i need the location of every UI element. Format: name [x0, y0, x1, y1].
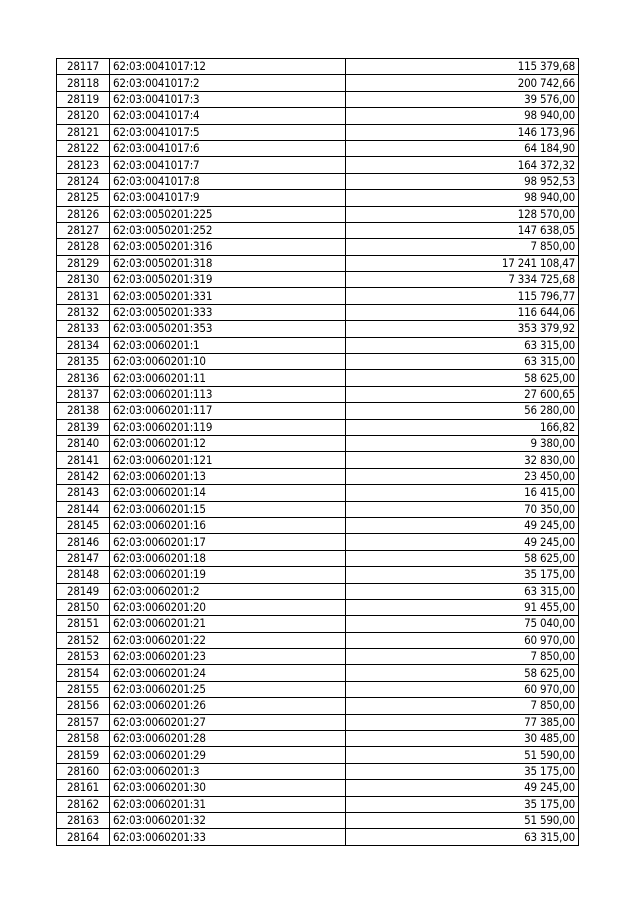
cadastral-value-cell: 63 315,00	[346, 583, 579, 599]
cadastral-number-cell: 62:03:0050201:318	[110, 255, 346, 271]
cadastral-number-cell: 62:03:0060201:11	[110, 370, 346, 386]
table-row	[57, 140, 579, 156]
cadastral-value-cell: 23 450,00	[346, 468, 579, 484]
cadastral-number-cell: 62:03:0060201:25	[110, 681, 346, 697]
cadastral-value-cell: 35 175,00	[346, 763, 579, 779]
table-row	[57, 681, 579, 697]
cadastral-value-cell: 7 850,00	[346, 239, 579, 255]
cadastral-value-cell: 146 173,96	[346, 124, 579, 140]
cadastral-value-cell: 128 570,00	[346, 206, 579, 222]
table-row	[57, 567, 579, 583]
cadastral-value-cell: 116 644,06	[346, 304, 579, 320]
cadastral-number-cell: 62:03:0060201:33	[110, 829, 346, 845]
cadastral-value-cell: 35 175,00	[346, 567, 579, 583]
cadastral-value-cell: 51 590,00	[346, 812, 579, 828]
cadastral-value-cell: 115 796,77	[346, 288, 579, 304]
table-row	[57, 665, 579, 681]
cadastral-number-cell: 62:03:0060201:29	[110, 747, 346, 763]
row-number-cell: 28133	[57, 321, 110, 337]
cadastral-number-cell: 62:03:0060201:28	[110, 731, 346, 747]
table-row	[57, 304, 579, 320]
row-number-cell: 28143	[57, 485, 110, 501]
row-number-cell: 28154	[57, 665, 110, 681]
cadastral-value-cell: 7 334 725,68	[346, 272, 579, 288]
cadastral-number-cell: 62:03:0060201:32	[110, 812, 346, 828]
cadastral-value-cell: 77 385,00	[346, 714, 579, 730]
table-row	[57, 632, 579, 648]
cadastral-number-cell: 62:03:0041017:7	[110, 157, 346, 173]
cadastral-value-cell: 63 315,00	[346, 354, 579, 370]
row-number-cell: 28146	[57, 534, 110, 550]
row-number-cell: 28122	[57, 140, 110, 156]
cadastral-value-cell: 164 372,32	[346, 157, 579, 173]
cadastral-value-cell: 353 379,92	[346, 321, 579, 337]
table-row	[57, 534, 579, 550]
row-number-cell: 28157	[57, 714, 110, 730]
cadastral-number-cell: 62:03:0041017:9	[110, 190, 346, 206]
table-row	[57, 370, 579, 386]
row-number-cell: 28127	[57, 222, 110, 238]
table-row	[57, 255, 579, 271]
cadastral-number-cell: 62:03:0050201:353	[110, 321, 346, 337]
row-number-cell: 28155	[57, 681, 110, 697]
cadastral-value-cell: 58 625,00	[346, 370, 579, 386]
cadastral-number-cell: 62:03:0060201:26	[110, 698, 346, 714]
cadastral-number-cell: 62:03:0060201:17	[110, 534, 346, 550]
cadastral-number-cell: 62:03:0060201:121	[110, 452, 346, 468]
table-row	[57, 763, 579, 779]
cadastral-number-cell: 62:03:0050201:319	[110, 272, 346, 288]
table-row	[57, 386, 579, 402]
row-number-cell: 28153	[57, 649, 110, 665]
table-row	[57, 75, 579, 91]
cadastral-number-cell: 62:03:0060201:21	[110, 616, 346, 632]
cadastral-number-cell: 62:03:0060201:13	[110, 468, 346, 484]
cadastral-number-cell: 62:03:0041017:5	[110, 124, 346, 140]
cadastral-value-cell: 75 040,00	[346, 616, 579, 632]
row-number-cell: 28142	[57, 468, 110, 484]
cadastral-number-cell: 62:03:0060201:12	[110, 435, 346, 451]
table-row	[57, 812, 579, 828]
table-row	[57, 501, 579, 517]
cadastral-number-cell: 62:03:0060201:2	[110, 583, 346, 599]
row-number-cell: 28144	[57, 501, 110, 517]
table-row	[57, 550, 579, 566]
cadastral-value-cell: 98 940,00	[346, 108, 579, 124]
table-row	[57, 452, 579, 468]
row-number-cell: 28147	[57, 550, 110, 566]
row-number-cell: 28124	[57, 173, 110, 189]
row-number-cell: 28129	[57, 255, 110, 271]
table-row	[57, 272, 579, 288]
cadastral-value-cell: 58 625,00	[346, 665, 579, 681]
row-number-cell: 28149	[57, 583, 110, 599]
table-row	[57, 321, 579, 337]
cadastral-value-cell: 98 952,53	[346, 173, 579, 189]
row-number-cell: 28148	[57, 567, 110, 583]
cadastral-value-cell: 32 830,00	[346, 452, 579, 468]
cadastral-value-cell: 16 415,00	[346, 485, 579, 501]
cadastral-number-cell: 62:03:0060201:117	[110, 403, 346, 419]
cadastral-number-cell: 62:03:0050201:225	[110, 206, 346, 222]
table-row	[57, 337, 579, 353]
row-number-cell: 28164	[57, 829, 110, 845]
table-row	[57, 616, 579, 632]
cadastral-number-cell: 62:03:0050201:331	[110, 288, 346, 304]
cadastral-value-cell: 147 638,05	[346, 222, 579, 238]
cadastral-value-cell: 35 175,00	[346, 796, 579, 812]
table-row	[57, 599, 579, 615]
table-row	[57, 288, 579, 304]
cadastral-number-cell: 62:03:0060201:119	[110, 419, 346, 435]
table-row	[57, 222, 579, 238]
table-row	[57, 468, 579, 484]
cadastral-number-cell: 62:03:0060201:16	[110, 517, 346, 533]
cadastral-number-cell: 62:03:0060201:18	[110, 550, 346, 566]
cadastral-value-cell: 115 379,68	[346, 59, 579, 75]
cadastral-number-cell: 62:03:0041017:8	[110, 173, 346, 189]
cadastral-value-cell: 49 245,00	[346, 534, 579, 550]
cadastral-value-cell: 63 315,00	[346, 337, 579, 353]
row-number-cell: 28134	[57, 337, 110, 353]
cadastral-number-cell: 62:03:0050201:316	[110, 239, 346, 255]
cadastral-value-cell: 166,82	[346, 419, 579, 435]
cadastral-value-cell: 49 245,00	[346, 780, 579, 796]
cadastral-number-cell: 62:03:0060201:15	[110, 501, 346, 517]
table-row	[57, 698, 579, 714]
cadastral-value-cell: 64 184,90	[346, 140, 579, 156]
table-row	[57, 419, 579, 435]
table-row	[57, 485, 579, 501]
table-row	[57, 829, 579, 845]
table-row	[57, 747, 579, 763]
cadastral-value-cell: 60 970,00	[346, 632, 579, 648]
row-number-cell: 28131	[57, 288, 110, 304]
table-row	[57, 190, 579, 206]
table-row	[57, 354, 579, 370]
row-number-cell: 28145	[57, 517, 110, 533]
cadastral-value-cell: 27 600,65	[346, 386, 579, 402]
table-row	[57, 780, 579, 796]
cadastral-number-cell: 62:03:0060201:19	[110, 567, 346, 583]
table-row	[57, 91, 579, 107]
table-row	[57, 714, 579, 730]
cadastral-number-cell: 62:03:0041017:6	[110, 140, 346, 156]
row-number-cell: 28151	[57, 616, 110, 632]
cadastral-number-cell: 62:03:0060201:3	[110, 763, 346, 779]
table-row	[57, 435, 579, 451]
cadastral-number-cell: 62:03:0060201:14	[110, 485, 346, 501]
table-row	[57, 517, 579, 533]
table-row	[57, 731, 579, 747]
cadastral-number-cell: 62:03:0060201:10	[110, 354, 346, 370]
cadastral-value-cell: 7 850,00	[346, 649, 579, 665]
row-number-cell: 28162	[57, 796, 110, 812]
cadastral-value-cell: 17 241 108,47	[346, 255, 579, 271]
table-row	[57, 206, 579, 222]
table-body	[57, 59, 579, 846]
cadastral-value-cell: 58 625,00	[346, 550, 579, 566]
cadastral-value-cell: 49 245,00	[346, 517, 579, 533]
table-row	[57, 59, 579, 75]
table-row	[57, 796, 579, 812]
row-number-cell: 28125	[57, 190, 110, 206]
cadastral-value-cell: 98 940,00	[346, 190, 579, 206]
row-number-cell: 28140	[57, 435, 110, 451]
cadastral-number-cell: 62:03:0041017:12	[110, 59, 346, 75]
cadastral-value-cell: 9 380,00	[346, 435, 579, 451]
row-number-cell: 28141	[57, 452, 110, 468]
row-number-cell: 28118	[57, 75, 110, 91]
cadastral-number-cell: 62:03:0050201:333	[110, 304, 346, 320]
cadastral-value-cell: 91 455,00	[346, 599, 579, 615]
cadastral-number-cell: 62:03:0041017:4	[110, 108, 346, 124]
cadastral-value-cell: 60 970,00	[346, 681, 579, 697]
cadastral-value-cell: 39 576,00	[346, 91, 579, 107]
row-number-cell: 28161	[57, 780, 110, 796]
cadastral-number-cell: 62:03:0060201:31	[110, 796, 346, 812]
cadastral-number-cell: 62:03:0060201:24	[110, 665, 346, 681]
row-number-cell: 28119	[57, 91, 110, 107]
cadastral-number-cell: 62:03:0060201:20	[110, 599, 346, 615]
cadastral-value-cell: 63 315,00	[346, 829, 579, 845]
table-row	[57, 239, 579, 255]
table-row	[57, 583, 579, 599]
table-row	[57, 157, 579, 173]
cadastral-value-cell: 30 485,00	[346, 731, 579, 747]
cadastral-number-cell: 62:03:0060201:22	[110, 632, 346, 648]
cadastral-number-cell: 62:03:0050201:252	[110, 222, 346, 238]
row-number-cell: 28123	[57, 157, 110, 173]
cadastral-number-cell: 62:03:0060201:113	[110, 386, 346, 402]
row-number-cell: 28135	[57, 354, 110, 370]
row-number-cell: 28159	[57, 747, 110, 763]
table-row	[57, 173, 579, 189]
row-number-cell: 28120	[57, 108, 110, 124]
cadastral-number-cell: 62:03:0060201:27	[110, 714, 346, 730]
cadastral-number-cell: 62:03:0041017:3	[110, 91, 346, 107]
row-number-cell: 28139	[57, 419, 110, 435]
cadastral-value-cell: 51 590,00	[346, 747, 579, 763]
row-number-cell: 28132	[57, 304, 110, 320]
cadastral-number-cell: 62:03:0060201:1	[110, 337, 346, 353]
cadastral-number-cell: 62:03:0060201:30	[110, 780, 346, 796]
row-number-cell: 28128	[57, 239, 110, 255]
row-number-cell: 28152	[57, 632, 110, 648]
cadastral-value-cell: 56 280,00	[346, 403, 579, 419]
cadastral-value-cell: 200 742,66	[346, 75, 579, 91]
row-number-cell: 28137	[57, 386, 110, 402]
cadastral-number-cell: 62:03:0060201:23	[110, 649, 346, 665]
row-number-cell: 28158	[57, 731, 110, 747]
cadastral-value-cell: 7 850,00	[346, 698, 579, 714]
row-number-cell: 28136	[57, 370, 110, 386]
row-number-cell: 28138	[57, 403, 110, 419]
row-number-cell: 28126	[57, 206, 110, 222]
table-row	[57, 124, 579, 140]
table-row	[57, 108, 579, 124]
cadastral-number-cell: 62:03:0041017:2	[110, 75, 346, 91]
cadastral-value-table	[56, 58, 579, 846]
table-row	[57, 649, 579, 665]
table-row	[57, 403, 579, 419]
row-number-cell: 28160	[57, 763, 110, 779]
row-number-cell: 28156	[57, 698, 110, 714]
row-number-cell: 28130	[57, 272, 110, 288]
row-number-cell: 28150	[57, 599, 110, 615]
row-number-cell: 28121	[57, 124, 110, 140]
row-number-cell: 28117	[57, 59, 110, 75]
row-number-cell: 28163	[57, 812, 110, 828]
cadastral-value-cell: 70 350,00	[346, 501, 579, 517]
